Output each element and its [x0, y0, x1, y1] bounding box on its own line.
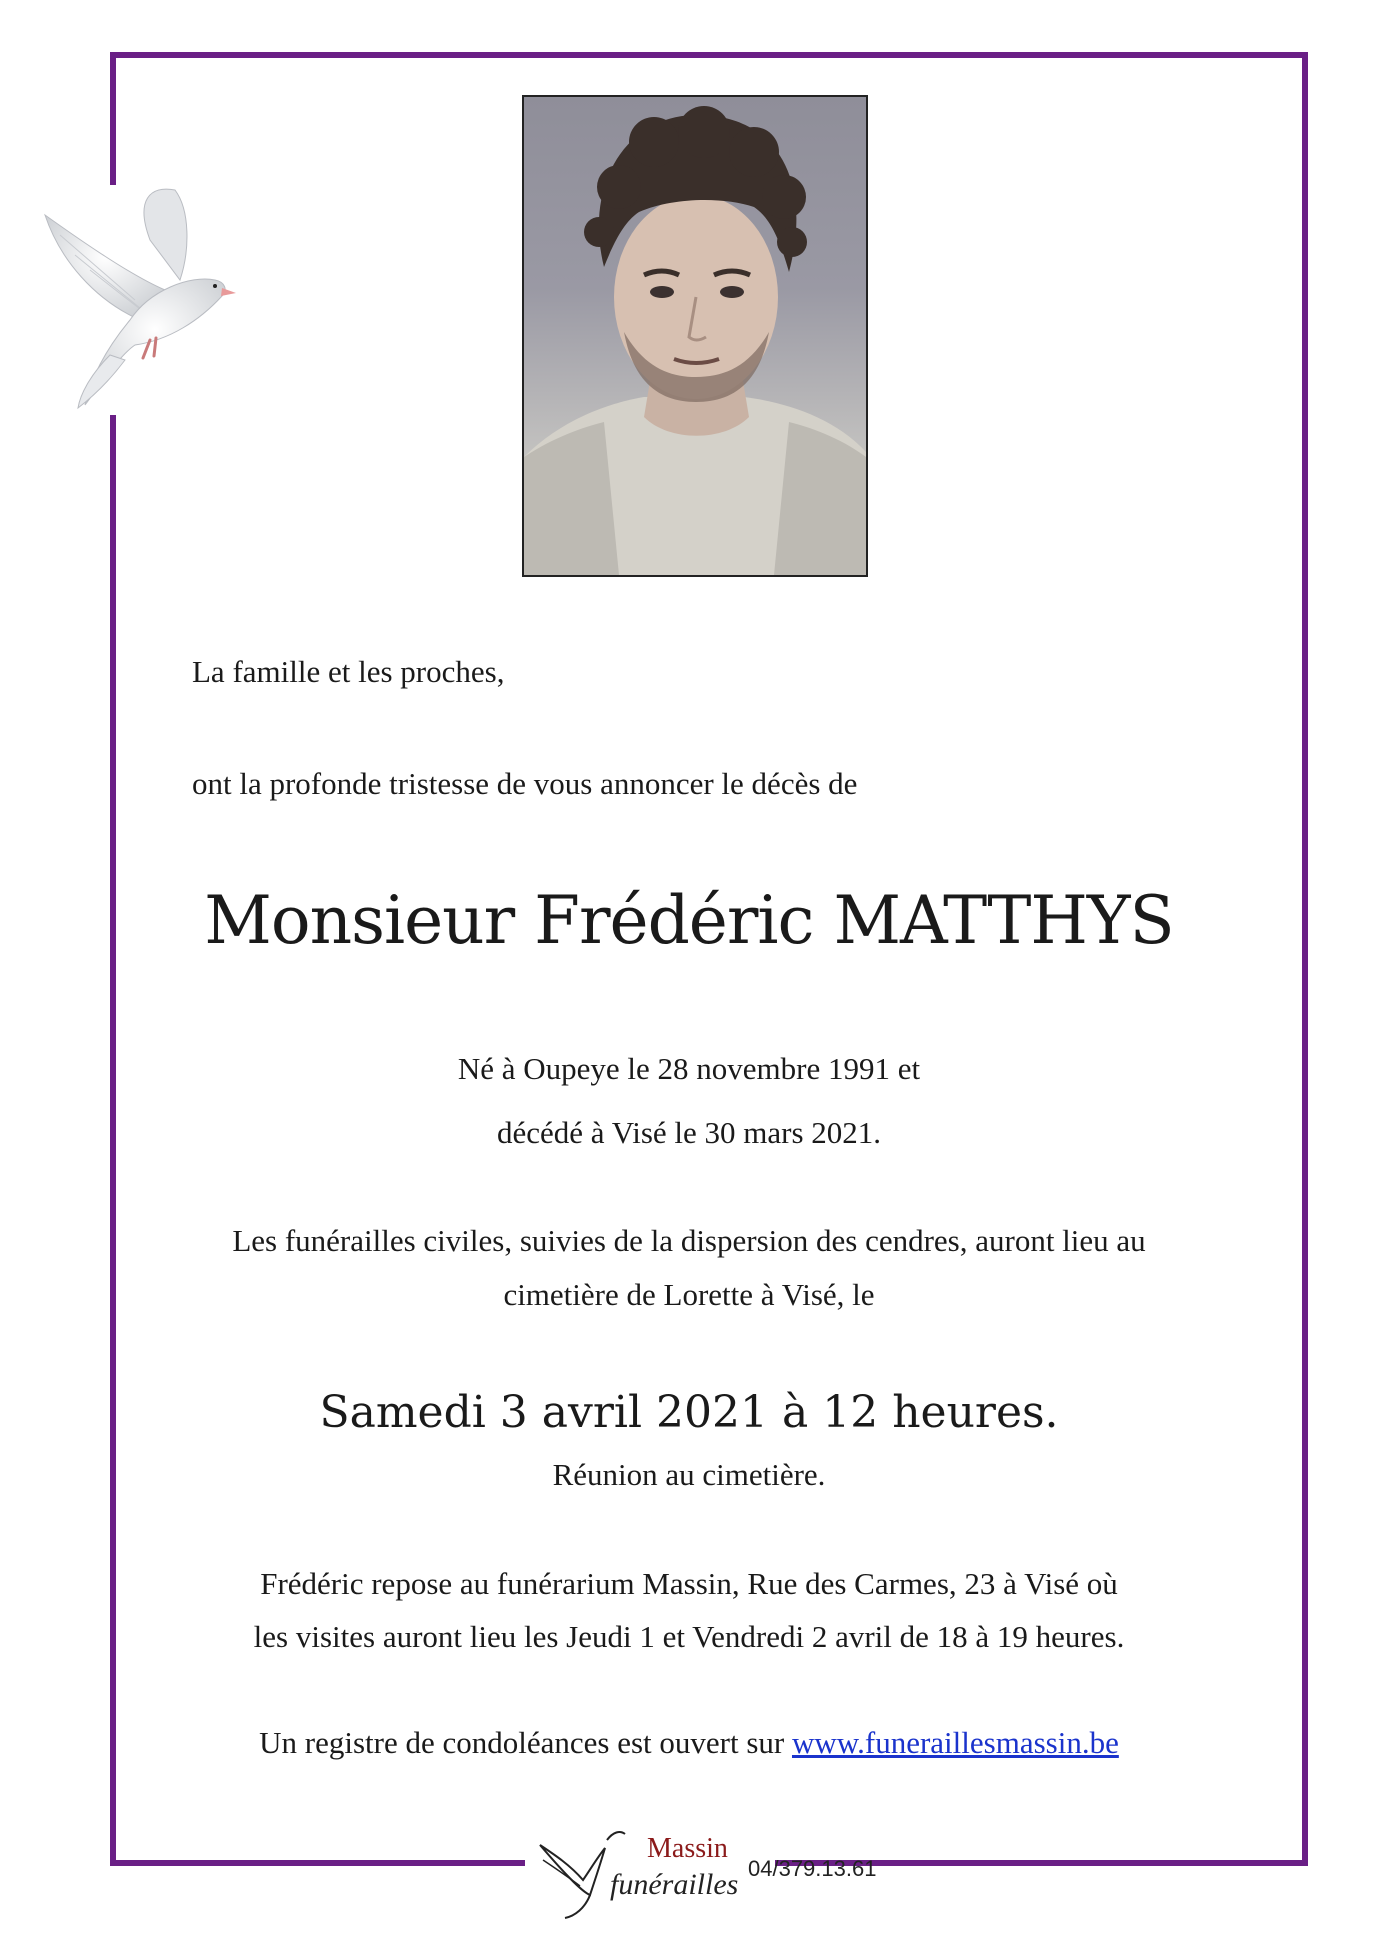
portrait-illustration: [524, 97, 866, 575]
dove-icon: [40, 180, 240, 410]
rest-line-2: les visites auront lieu les Jeudi 1 et Vendredi 2 avril de 18 à 19 heures.: [253, 1619, 1125, 1654]
logo-name: Massin: [647, 1833, 728, 1864]
meeting-text: Réunion au cimetière.: [552, 1457, 826, 1492]
portrait-photo: [522, 95, 868, 577]
register-prefix: Un registre de condoléances est ouvert sur: [259, 1725, 785, 1760]
funeral-line-1: Les funérailles civiles, suivies de la dispersion des cendres, auront lieu au: [232, 1223, 1146, 1258]
register-link[interactable]: www.funeraillesmassin.be: [791, 1725, 1119, 1760]
funeral-date: Samedi 3 avril 2021 à 12 heures.: [319, 1387, 1059, 1438]
rest-line-1: Frédéric repose au funérarium Massin, Rue des Carmes, 23 à Visé où: [260, 1566, 1118, 1601]
announce-text: ont la profonde tristesse de vous annoncer le décès de: [192, 766, 858, 801]
phone-number: 04/379.13.61: [748, 1856, 877, 1881]
intro-text: La famille et les proches,: [192, 654, 505, 689]
deceased-name: Monsieur Frédéric MATTHYS: [204, 882, 1174, 959]
logo-subtitle: funérailles: [610, 1868, 739, 1901]
funeral-line-2: cimetière de Lorette à Visé, le: [503, 1277, 875, 1312]
death-line: décédé à Visé le 30 mars 2021.: [496, 1115, 882, 1150]
birth-line: Né à Oupeye le 28 novembre 1991 et: [457, 1051, 921, 1086]
register-line: [0, 1724, 1378, 1763]
